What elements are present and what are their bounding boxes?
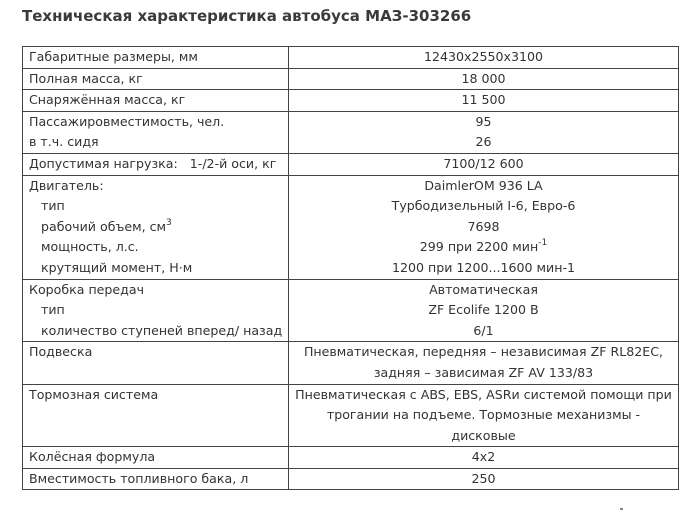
value-engine-cell: [289, 175, 679, 279]
value-engine-power-wrap: [295, 237, 672, 258]
table-row-curb-mass: [23, 90, 679, 112]
value-engine: DaimlerOM 936 LA: [424, 177, 543, 193]
label-engine-type: тип: [41, 198, 65, 214]
value-engine-type: Турбодизельный I-6, Евро-6: [391, 198, 576, 214]
value-engine-power: 299 при 2200 мин: [419, 239, 539, 255]
label-capacity: Пассажировместимость, чел.: [29, 113, 225, 129]
value-gross-mass: 18 000: [289, 68, 679, 90]
label-engine-power: мощность, л.с.: [41, 239, 139, 255]
value-gearbox-type: ZF Ecolife 1200 B: [428, 302, 539, 318]
value-gearbox-cell: [289, 279, 679, 342]
value-seated: 26: [475, 134, 492, 150]
table-row-capacity: [23, 111, 679, 153]
table-row-fuel-tank: [23, 468, 679, 490]
value-brakes-line2: трогании на подъеме. Тормозные механизмы -: [326, 407, 641, 423]
spec-table: [22, 46, 679, 490]
value-gearbox: Автоматическая: [429, 281, 538, 297]
value-dimensions: 12430x2550x3100: [289, 47, 679, 69]
label-engine-displacement: рабочий объем, см: [41, 218, 167, 234]
table-row-gearbox: [23, 279, 679, 342]
value-capacity-cell: [289, 111, 679, 153]
value-capacity: 95: [475, 113, 492, 129]
value-suspension-line2: задняя – зависимая ZF AV 133/83: [373, 364, 594, 380]
value-gearbox-gears: 6/1: [473, 322, 494, 338]
label-gearbox-cell: [23, 279, 289, 342]
label-engine-displacement-wrap: [29, 217, 282, 238]
label-dimensions: Габаритные размеры, мм: [23, 47, 289, 69]
value-curb-mass: 11 500: [289, 90, 679, 112]
label-axle-load: Допустимая нагрузка: 1-/2-й оси, кг: [23, 153, 289, 175]
label-fuel-tank: Вместимость топливного бака, л: [23, 468, 289, 490]
label-gross-mass: Полная масса, кг: [23, 68, 289, 90]
value-brakes-cell: [289, 384, 679, 447]
table-row-axle-load: [23, 153, 679, 175]
table-row-brakes: [23, 384, 679, 447]
label-engine: Двигатель:: [29, 177, 104, 193]
table-row-wheel-formula: [23, 447, 679, 469]
value-suspension-line1: Пневматическая, передняя – независимая ZF RL82EC,: [303, 344, 664, 360]
value-wheel-formula: 4x2: [289, 447, 679, 469]
label-curb-mass: Снаряжённая масса, кг: [23, 90, 289, 112]
label-brakes: Тормозная система: [23, 384, 289, 447]
value-brakes-line1: Пневматическая с ABS, EBS, ASRи системой помощи при: [295, 386, 672, 402]
power-unit-sup: -1: [538, 238, 548, 249]
label-engine-cell: [23, 175, 289, 279]
label-capacity-cell: [23, 111, 289, 153]
label-seated: в т.ч. сидя: [29, 134, 99, 150]
label-suspension: Подвеска: [23, 342, 289, 384]
value-fuel-tank: 250: [289, 468, 679, 490]
value-engine-displacement: 7698: [467, 218, 500, 234]
label-wheel-formula: Колёсная формула: [23, 447, 289, 469]
label-gearbox: Коробка передач: [29, 281, 145, 297]
value-suspension-cell: [289, 342, 679, 384]
table-row-gross-mass: [23, 68, 679, 90]
label-engine-torque: крутящий момент, Н·м: [41, 259, 193, 275]
corner-mark-decoration: [620, 508, 623, 510]
table-row-engine: [23, 175, 679, 279]
value-brakes-line3: дисковые: [451, 427, 516, 443]
displacement-unit-sup: 3: [166, 217, 172, 228]
label-gearbox-type: тип: [41, 302, 65, 318]
table-row-suspension: [23, 342, 679, 384]
page-title: Техническая характеристика автобуса МАЗ-303266: [22, 7, 472, 25]
label-gearbox-gears: количество ступеней вперед/ назад: [41, 322, 283, 338]
value-engine-torque: 1200 при 1200...1600 мин-1: [391, 259, 576, 275]
table-row-dimensions: [23, 47, 679, 69]
value-axle-load: 7100/12 600: [289, 153, 679, 175]
